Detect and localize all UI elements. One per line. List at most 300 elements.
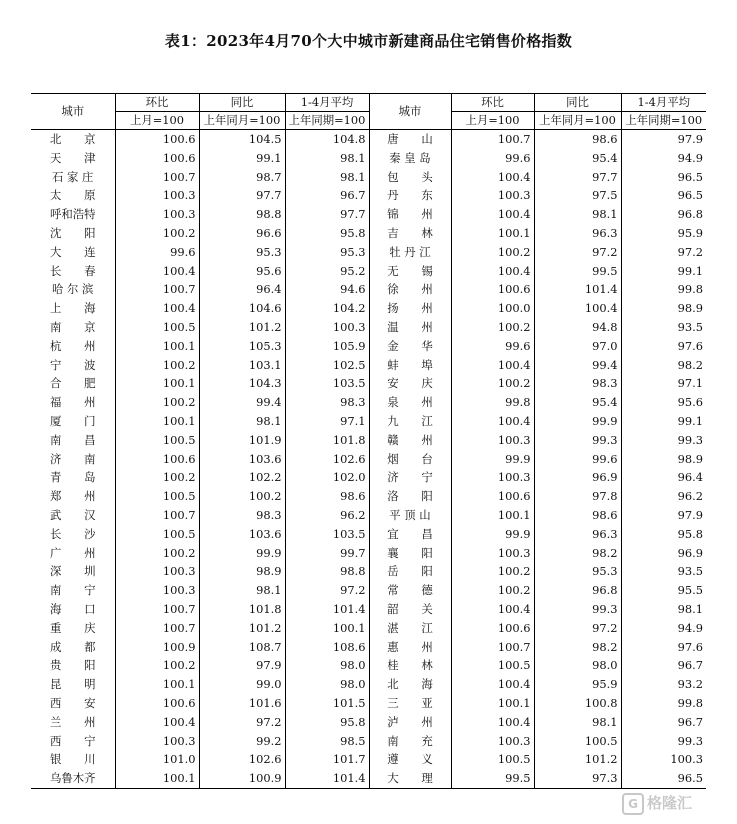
left-yoy-cell: 102.2: [199, 468, 285, 487]
left-city-cell: 长 春: [31, 262, 115, 281]
right-avg-cell: 99.1: [677, 413, 703, 428]
left-avg-cell: 103.5: [285, 374, 369, 393]
right-avg-cell: 94.9: [677, 620, 703, 635]
left-city-cell: 武 汉: [31, 506, 115, 525]
left-avg-cell: 98.1: [285, 149, 369, 168]
col-header-mom-left: 环比: [115, 94, 199, 112]
right-yoy-cell: 97.7: [534, 168, 621, 187]
left-avg-cell: 102.5: [285, 356, 369, 375]
left-mom-cell: 100.7: [115, 619, 199, 638]
right-city-cell: 赣 州: [369, 431, 451, 450]
left-yoy-cell: 99.2: [199, 732, 285, 751]
right-avg-cell: 93.2: [677, 677, 703, 692]
right-mom-cell: 100.2: [451, 581, 534, 600]
right-avg-cell: 96.2: [677, 489, 703, 504]
right-yoy-cell: 98.1: [534, 205, 621, 224]
right-avg-cell: 96.8: [677, 207, 703, 222]
right-mom-cell: 100.1: [451, 694, 534, 713]
left-yoy-cell: 98.1: [199, 581, 285, 600]
left-avg-cell: 102.6: [285, 450, 369, 469]
left-city-cell: 广 州: [31, 544, 115, 563]
left-avg-cell: 98.0: [285, 656, 369, 675]
right-yoy-cell: 98.2: [534, 638, 621, 657]
left-yoy-cell: 99.9: [199, 544, 285, 563]
right-mom-cell: 100.0: [451, 299, 534, 318]
left-mom-cell: 100.2: [115, 224, 199, 243]
right-avg-cell: 96.7: [677, 714, 703, 729]
right-mom-cell: 100.7: [451, 638, 534, 657]
left-yoy-cell: 101.9: [199, 431, 285, 450]
right-city-cell: 安 庆: [369, 374, 451, 393]
left-avg-cell: 101.7: [285, 750, 369, 769]
right-city-cell: 无 锡: [369, 262, 451, 281]
left-city-cell: 南 昌: [31, 431, 115, 450]
right-avg-cell: 94.9: [677, 150, 703, 165]
left-mom-cell: 101.0: [115, 750, 199, 769]
table-row: [31, 713, 706, 732]
left-city-cell: 大 连: [31, 243, 115, 262]
right-avg-cell: 97.9: [677, 507, 703, 522]
right-avg-cell: 99.1: [677, 263, 703, 278]
left-yoy-cell: 100.9: [199, 769, 285, 788]
right-city-cell: 泉 州: [369, 393, 451, 412]
col-header-city-right: 城市: [369, 94, 451, 130]
col-sub-avg-left: 上年同期=100: [285, 112, 369, 130]
table-row: [31, 750, 706, 769]
right-city-cell: 金 华: [369, 337, 451, 356]
left-mom-cell: 100.1: [115, 675, 199, 694]
right-city-cell: 牡 丹 江: [369, 243, 451, 262]
left-avg-cell: 101.4: [285, 769, 369, 788]
table-row: [31, 299, 706, 318]
right-city-cell: 包 头: [369, 168, 451, 187]
table-row: [31, 450, 706, 469]
right-yoy-cell: 100.4: [534, 299, 621, 318]
right-city-cell: 南 充: [369, 732, 451, 751]
left-mom-cell: 100.4: [115, 713, 199, 732]
left-mom-cell: 100.1: [115, 374, 199, 393]
right-avg-cell: 99.3: [677, 432, 703, 447]
right-mom-cell: 100.3: [451, 468, 534, 487]
right-yoy-cell: 98.2: [534, 544, 621, 563]
left-avg-cell: 98.1: [285, 168, 369, 187]
right-yoy-cell: 97.5: [534, 186, 621, 205]
left-mom-cell: 100.3: [115, 581, 199, 600]
right-yoy-cell: 98.0: [534, 656, 621, 675]
left-avg-cell: 95.8: [285, 713, 369, 732]
table-row: [31, 356, 706, 375]
right-yoy-cell: 97.3: [534, 769, 621, 788]
left-city-cell: 西 宁: [31, 732, 115, 751]
watermark-logo-icon: G: [622, 793, 644, 815]
left-avg-cell: 97.7: [285, 205, 369, 224]
left-mom-cell: 100.7: [115, 600, 199, 619]
left-city-cell: 石 家 庄: [31, 168, 115, 187]
table-row: [31, 130, 706, 149]
right-city-cell: 韶 关: [369, 600, 451, 619]
right-mom-cell: 100.2: [451, 374, 534, 393]
table-row: [31, 694, 706, 713]
left-mom-cell: 100.1: [115, 412, 199, 431]
col-sub-avg-right: 上年同期=100: [621, 112, 706, 130]
left-city-cell: 成 都: [31, 638, 115, 657]
right-avg-cell: 97.9: [677, 132, 703, 146]
right-city-cell: 岳 阳: [369, 562, 451, 581]
right-city-cell: 泸 州: [369, 713, 451, 732]
right-mom-cell: 100.6: [451, 280, 534, 299]
col-header-mom-right: 环比: [451, 94, 534, 112]
left-yoy-cell: 101.8: [199, 600, 285, 619]
right-yoy-cell: 96.8: [534, 581, 621, 600]
left-yoy-cell: 98.1: [199, 412, 285, 431]
right-avg-cell: 96.9: [677, 545, 703, 560]
left-city-cell: 银 川: [31, 750, 115, 769]
left-avg-cell: 105.9: [285, 337, 369, 356]
col-sub-yoy-right: 上年同月=100: [534, 112, 621, 130]
left-mom-cell: 100.5: [115, 431, 199, 450]
table-row: [31, 675, 706, 694]
left-mom-cell: 100.3: [115, 186, 199, 205]
left-avg-cell: 97.1: [285, 412, 369, 431]
right-yoy-cell: 98.6: [534, 130, 621, 149]
left-yoy-cell: 95.6: [199, 262, 285, 281]
right-avg-cell: 97.6: [677, 639, 703, 654]
right-city-cell: 北 海: [369, 675, 451, 694]
left-mom-cell: 100.3: [115, 732, 199, 751]
right-yoy-cell: 99.6: [534, 450, 621, 469]
left-avg-cell: 95.8: [285, 224, 369, 243]
right-yoy-cell: 96.3: [534, 224, 621, 243]
left-city-cell: 上 海: [31, 299, 115, 318]
right-yoy-cell: 98.6: [534, 506, 621, 525]
right-avg-cell: 98.9: [677, 301, 703, 316]
left-mom-cell: 100.1: [115, 337, 199, 356]
right-yoy-cell: 99.5: [534, 262, 621, 281]
table-row: [31, 262, 706, 281]
left-yoy-cell: 103.6: [199, 525, 285, 544]
left-avg-cell: 98.5: [285, 732, 369, 751]
left-avg-cell: 98.6: [285, 487, 369, 506]
left-mom-cell: 100.2: [115, 544, 199, 563]
left-city-cell: 天 津: [31, 149, 115, 168]
left-yoy-cell: 97.9: [199, 656, 285, 675]
table-row: [31, 525, 706, 544]
left-yoy-cell: 102.6: [199, 750, 285, 769]
right-avg-cell: 95.9: [677, 225, 703, 240]
right-city-cell: 丹 东: [369, 186, 451, 205]
table-row: [31, 243, 706, 262]
right-avg-cell: 99.8: [677, 695, 703, 710]
left-avg-cell: 96.2: [285, 506, 369, 525]
table-body: [31, 130, 706, 789]
left-city-cell: 杭 州: [31, 337, 115, 356]
table-row: [31, 393, 706, 412]
right-city-cell: 三 亚: [369, 694, 451, 713]
right-yoy-cell: 101.4: [534, 280, 621, 299]
right-avg-cell: 95.6: [677, 395, 703, 410]
right-yoy-cell: 96.9: [534, 468, 621, 487]
right-avg-cell: 96.5: [621, 769, 706, 788]
left-yoy-cell: 98.8: [199, 205, 285, 224]
left-yoy-cell: 95.3: [199, 243, 285, 262]
right-avg-cell: 97.6: [677, 338, 703, 353]
right-yoy-cell: 97.2: [534, 619, 621, 638]
right-mom-cell: 100.1: [451, 506, 534, 525]
right-yoy-cell: 97.0: [534, 337, 621, 356]
left-mom-cell: 100.5: [115, 525, 199, 544]
left-city-cell: 宁 波: [31, 356, 115, 375]
table-row: [31, 562, 706, 581]
right-mom-cell: 100.3: [451, 431, 534, 450]
left-city-cell: 乌鲁木齐: [31, 769, 115, 788]
left-yoy-cell: 101.2: [199, 318, 285, 337]
col-header-city-left: 城市: [31, 94, 115, 130]
left-mom-cell: 100.5: [115, 487, 199, 506]
right-city-cell: 锦 州: [369, 205, 451, 224]
col-sub-mom-right: 上月=100: [451, 112, 534, 130]
left-yoy-cell: 104.5: [199, 130, 285, 149]
table-row: [31, 468, 706, 487]
left-city-cell: 长 沙: [31, 525, 115, 544]
table-row: [31, 205, 706, 224]
left-city-cell: 昆 明: [31, 675, 115, 694]
right-city-cell: 桂 林: [369, 656, 451, 675]
right-city-cell: 济 宁: [369, 468, 451, 487]
price-index-table: [31, 93, 706, 789]
left-yoy-cell: 104.6: [199, 299, 285, 318]
left-yoy-cell: 98.9: [199, 562, 285, 581]
right-mom-cell: 100.5: [451, 656, 534, 675]
right-avg-cell: 99.8: [677, 282, 703, 297]
left-yoy-cell: 99.1: [199, 149, 285, 168]
right-avg-cell: 98.2: [677, 357, 703, 372]
right-yoy-cell: 94.8: [534, 318, 621, 337]
left-city-cell: 哈 尔 滨: [31, 280, 115, 299]
left-yoy-cell: 105.3: [199, 337, 285, 356]
right-mom-cell: 99.6: [451, 337, 534, 356]
right-avg-cell: 96.5: [677, 169, 703, 184]
left-yoy-cell: 98.3: [199, 506, 285, 525]
left-avg-cell: 99.7: [285, 544, 369, 563]
right-mom-cell: 99.9: [451, 525, 534, 544]
left-city-cell: 呼和浩特: [31, 205, 115, 224]
right-city-cell: 唐 山: [369, 130, 451, 149]
left-mom-cell: 100.1: [115, 769, 199, 788]
left-mom-cell: 100.6: [115, 149, 199, 168]
right-avg-cell: 96.5: [677, 188, 703, 203]
left-avg-cell: 98.0: [285, 675, 369, 694]
table-row: [31, 600, 706, 619]
left-yoy-cell: 101.6: [199, 694, 285, 713]
left-avg-cell: 98.3: [285, 393, 369, 412]
right-city-cell: 常 德: [369, 581, 451, 600]
left-city-cell: 南 宁: [31, 581, 115, 600]
table-title: 表1：2023年4月70个大中城市新建商品住宅销售价格指数: [164, 32, 573, 50]
right-mom-cell: 100.3: [451, 544, 534, 563]
right-city-cell: 九 江: [369, 412, 451, 431]
left-city-cell: 沈 阳: [31, 224, 115, 243]
right-yoy-cell: 95.3: [534, 562, 621, 581]
left-avg-cell: 101.8: [285, 431, 369, 450]
right-avg-cell: 93.5: [677, 564, 703, 579]
right-mom-cell: 100.4: [451, 600, 534, 619]
left-city-cell: 太 原: [31, 186, 115, 205]
left-avg-cell: 101.4: [285, 600, 369, 619]
right-city-cell: 吉 林: [369, 224, 451, 243]
left-avg-cell: 103.5: [285, 525, 369, 544]
left-mom-cell: 100.2: [115, 656, 199, 675]
left-mom-cell: 100.7: [115, 280, 199, 299]
right-city-cell: 徐 州: [369, 280, 451, 299]
right-mom-cell: 100.6: [451, 487, 534, 506]
left-avg-cell: 95.3: [285, 243, 369, 262]
left-avg-cell: 108.6: [285, 638, 369, 657]
right-yoy-cell: 97.8: [534, 487, 621, 506]
right-mom-cell: 100.6: [451, 619, 534, 638]
left-yoy-cell: 108.7: [199, 638, 285, 657]
right-avg-cell: 98.1: [677, 601, 703, 616]
table-row: [31, 487, 706, 506]
left-mom-cell: 100.7: [115, 506, 199, 525]
right-yoy-cell: 96.3: [534, 525, 621, 544]
left-mom-cell: 100.6: [115, 450, 199, 469]
left-yoy-cell: 97.2: [199, 713, 285, 732]
right-avg-cell: 95.5: [677, 583, 703, 598]
col-header-yoy-left: 同比: [199, 94, 285, 112]
left-city-cell: 海 口: [31, 600, 115, 619]
left-city-cell: 厦 门: [31, 412, 115, 431]
left-mom-cell: 100.6: [115, 130, 199, 149]
right-mom-cell: 100.4: [451, 675, 534, 694]
right-mom-cell: 100.4: [451, 356, 534, 375]
right-city-cell: 遵 义: [369, 750, 451, 769]
right-city-cell: 惠 州: [369, 638, 451, 657]
left-avg-cell: 101.5: [285, 694, 369, 713]
right-mom-cell: 99.5: [451, 769, 534, 788]
left-city-cell: 重 庆: [31, 619, 115, 638]
left-mom-cell: 100.6: [115, 694, 199, 713]
right-mom-cell: 100.3: [451, 732, 534, 751]
table-row: [31, 168, 706, 187]
left-mom-cell: 100.9: [115, 638, 199, 657]
left-yoy-cell: 103.1: [199, 356, 285, 375]
right-yoy-cell: 95.4: [534, 393, 621, 412]
right-city-cell: 扬 州: [369, 299, 451, 318]
table-row: [31, 506, 706, 525]
table-row: [31, 186, 706, 205]
right-city-cell: 洛 阳: [369, 487, 451, 506]
table-row: [31, 280, 706, 299]
table-row: [31, 412, 706, 431]
right-avg-cell: 96.7: [677, 658, 703, 673]
right-mom-cell: 100.4: [451, 713, 534, 732]
right-mom-cell: 99.8: [451, 393, 534, 412]
left-city-cell: 深 圳: [31, 562, 115, 581]
right-avg-cell: 99.3: [677, 733, 703, 748]
right-city-cell: 湛 江: [369, 619, 451, 638]
right-avg-cell: 93.5: [677, 319, 703, 334]
table-row: [31, 769, 706, 788]
table-row: [31, 337, 706, 356]
left-yoy-cell: 99.4: [199, 393, 285, 412]
left-city-cell: 南 京: [31, 318, 115, 337]
right-yoy-cell: 99.3: [534, 431, 621, 450]
left-avg-cell: 96.7: [285, 186, 369, 205]
right-avg-cell: 98.9: [677, 451, 703, 466]
table-row: [31, 224, 706, 243]
table-row: [31, 431, 706, 450]
watermark: [622, 792, 712, 818]
right-yoy-cell: 98.3: [534, 374, 621, 393]
right-mom-cell: 100.4: [451, 168, 534, 187]
table-row: [31, 374, 706, 393]
left-avg-cell: 100.1: [285, 619, 369, 638]
right-yoy-cell: 100.5: [534, 732, 621, 751]
right-city-cell: 蚌 埠: [369, 356, 451, 375]
left-avg-cell: 97.2: [285, 581, 369, 600]
left-mom-cell: 100.2: [115, 468, 199, 487]
left-city-cell: 合 肥: [31, 374, 115, 393]
right-city-cell: 大 理: [369, 769, 451, 788]
right-city-cell: 温 州: [369, 318, 451, 337]
right-avg-cell: 97.2: [677, 244, 703, 259]
table-row: [31, 656, 706, 675]
col-header-avg-left: 1-4月平均: [285, 94, 369, 112]
right-city-cell: 宜 昌: [369, 525, 451, 544]
table-row: [31, 638, 706, 657]
left-avg-cell: 100.3: [285, 318, 369, 337]
right-avg-cell: 100.3: [670, 752, 703, 767]
left-yoy-cell: 101.2: [199, 619, 285, 638]
table-row: [31, 732, 706, 751]
left-avg-cell: 102.0: [285, 468, 369, 487]
left-mom-cell: 100.4: [115, 262, 199, 281]
left-yoy-cell: 103.6: [199, 450, 285, 469]
left-yoy-cell: 104.3: [199, 374, 285, 393]
table-row: [31, 149, 706, 168]
left-mom-cell: 100.3: [115, 562, 199, 581]
right-city-cell: 平 顶 山: [369, 506, 451, 525]
left-city-cell: 福 州: [31, 393, 115, 412]
left-avg-cell: 98.8: [285, 562, 369, 581]
left-yoy-cell: 96.6: [199, 224, 285, 243]
right-mom-cell: 100.5: [451, 750, 534, 769]
left-city-cell: 贵 阳: [31, 656, 115, 675]
col-header-avg-right: 1-4月平均: [621, 94, 706, 112]
right-yoy-cell: 99.3: [534, 600, 621, 619]
table-row: [31, 619, 706, 638]
left-mom-cell: 100.2: [115, 356, 199, 375]
right-mom-cell: 100.1: [451, 224, 534, 243]
col-sub-yoy-left: 上年同月=100: [199, 112, 285, 130]
right-avg-cell: 96.4: [677, 470, 703, 485]
right-mom-cell: 100.4: [451, 262, 534, 281]
right-yoy-cell: 95.9: [534, 675, 621, 694]
right-yoy-cell: 97.2: [534, 243, 621, 262]
left-city-cell: 兰 州: [31, 713, 115, 732]
table-row: [31, 581, 706, 600]
right-yoy-cell: 95.4: [534, 149, 621, 168]
left-avg-cell: 104.2: [285, 299, 369, 318]
left-city-cell: 西 安: [31, 694, 115, 713]
table-row: [31, 318, 706, 337]
right-mom-cell: 99.9: [451, 450, 534, 469]
right-yoy-cell: 100.8: [534, 694, 621, 713]
col-header-yoy-right: 同比: [534, 94, 621, 112]
left-yoy-cell: 97.7: [199, 186, 285, 205]
right-avg-cell: 95.8: [677, 526, 703, 541]
left-city-cell: 青 岛: [31, 468, 115, 487]
